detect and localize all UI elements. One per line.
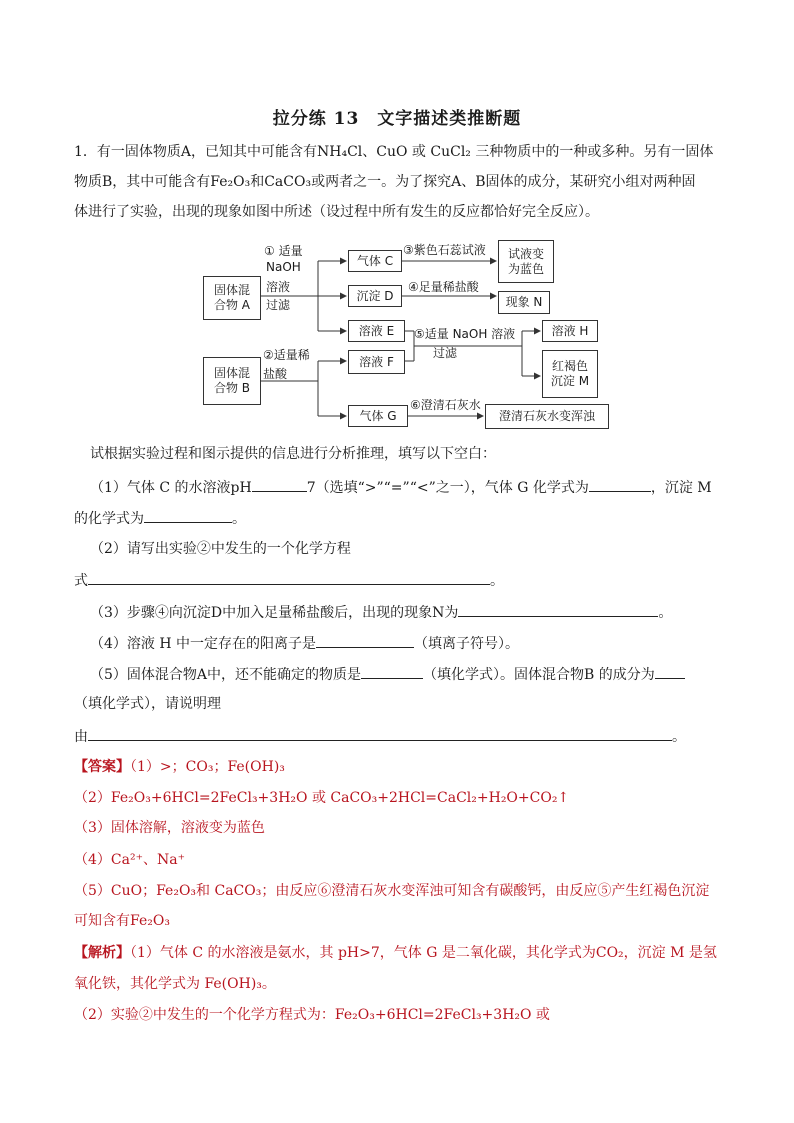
question-3: （3）步骤④向沉淀D中加入足量稀盐酸后，出现的现象N为 。: [90, 601, 740, 623]
analysis-line-3: （2）实验②中发生的一个化学方程式为：Fe₂O₃+6HCl=2FeCl₃+3H₂O 或: [74, 1007, 550, 1023]
answer-blank-1c[interactable]: [144, 507, 232, 523]
answer-blank-2[interactable]: [88, 569, 490, 585]
answer-line-1: 【答案】（1）>；CO₃；Fe(OH)₃: [74, 759, 285, 775]
solution-f-box: 溶液 F: [348, 350, 405, 374]
question-1-line-1: （1）气体 C 的水溶液pH 7（选填“>”“=”“<”之一），气体 G 化学式为 ，沉淀 M: [90, 476, 740, 498]
question-stem-line-3: 体进行了实验，出现的现象如图中所述（设过程中所有发生的反应都恰好完全反应）。: [74, 204, 599, 220]
analysis-tag: 【解析】: [74, 945, 130, 961]
answer-line-3: （3）固体溶解，溶液变为蓝色: [74, 820, 265, 836]
gas-c-box: 气体 C: [348, 250, 402, 272]
step-3-label: ③紫色石蕊试液: [403, 243, 486, 257]
solution-e-box: 溶液 E: [348, 320, 405, 342]
question-5-line-3: 由 。: [74, 725, 724, 747]
answer-blank-1a[interactable]: [252, 476, 307, 492]
question-1-line-2: 的化学式为 。: [74, 507, 724, 529]
answer-blank-4[interactable]: [316, 632, 414, 648]
page-title: 拉分练 13 文字描述类推断题: [272, 109, 522, 129]
question-stem-line-1: 1．有一固体物质A，已知其中可能含有NH₄Cl、CuO 或 CuCl₂ 三种物质中的一种或多种。另有一固体: [74, 144, 714, 160]
step-2-label-1: ②适量稀: [263, 348, 310, 362]
step-5-label-1: ⑤适量 NaOH 溶液: [414, 327, 516, 341]
question-2-line-1: （2）请写出实验②中发生的一个化学方程: [90, 541, 351, 557]
step-4-label: ④足量稀盐酸: [408, 280, 479, 294]
solid-mixture-b-box: 固体混 合物 B: [203, 357, 261, 405]
question-5-line-1: （5）固体混合物A中，还不能确定的物质是 （填化学式）。固体混合物B 的成分为: [90, 663, 740, 685]
answer-blank-1b[interactable]: [589, 476, 651, 492]
step-1-label-3: 溶液: [266, 280, 291, 294]
solution-h-box: 溶液 H: [542, 320, 598, 342]
question-stem-line-2: 物质B，其中可能含有Fe₂O₃和CaCO₃或两者之一。为了探究A、B固体的成分，某研究小组对两种固: [74, 174, 696, 190]
step-5-label-2: 过滤: [433, 346, 458, 360]
gas-g-box: 气体 G: [348, 405, 408, 427]
step-6-label: ⑥澄清石灰水: [410, 398, 481, 412]
limewater-turbid-box: 澄清石灰水变浑浊: [485, 404, 609, 429]
step-2-label-2: 盐酸: [263, 367, 288, 381]
answer-blank-3[interactable]: [458, 601, 658, 617]
answer-line-2: （2）Fe₂O₃+6HCl=2FeCl₃+3H₂O 或 CaCO₃+2HCl=CaCl₂+H₂O+CO₂↑: [74, 790, 570, 806]
precipitate-m-box: 红褐色 沉淀 M: [542, 350, 598, 398]
answer-blank-5a[interactable]: [361, 663, 423, 679]
answer-tag: 【答案】: [74, 759, 130, 775]
answer-blank-5c[interactable]: [88, 725, 672, 741]
answer-line-6: 可知含有Fe₂O₃: [74, 913, 170, 929]
answer-blank-5b[interactable]: [655, 663, 685, 679]
answer-line-5: （5）CuO；Fe₂O₃和 CaCO₃；由反应⑥澄清石灰水变浑浊可知含有碳酸钙，由反应⑤产生红褐色沉淀: [74, 883, 710, 899]
answer-line-4: （4）Ca²⁺、Na⁺: [74, 852, 185, 868]
question-4: （4）溶液 H 中一定存在的阳离子是 （填离子符号）。: [90, 632, 740, 654]
precipitate-d-box: 沉淀 D: [348, 285, 402, 307]
phenomenon-n-box: 现象 N: [498, 291, 550, 314]
analysis-line-2: 氧化铁，其化学式为 Fe(OH)₃。: [74, 976, 276, 992]
analysis-line-1: 【解析】（1）气体 C 的水溶液是氨水，其 pH>7，气体 G 是二氧化碳，其化学式为CO₂，沉淀 M 是氢: [74, 945, 717, 961]
instruction-text: 试根据实验过程和图示提供的信息进行分析推理，填写以下空白：: [90, 446, 496, 462]
question-5-line-2: （填化学式），请说明理: [74, 696, 221, 712]
experiment-flow-diagram: [200, 236, 620, 436]
result-litmus-box: 试液变 为蓝色: [498, 240, 554, 283]
step-1-label-4: 过滤: [266, 298, 291, 312]
question-2-line-2: 式 。: [74, 569, 724, 591]
step-1-label-1: ① 适量: [264, 244, 303, 258]
step-1-label-2: NaOH: [266, 260, 301, 274]
solid-mixture-a-box: 固体混 合物 A: [203, 276, 261, 320]
